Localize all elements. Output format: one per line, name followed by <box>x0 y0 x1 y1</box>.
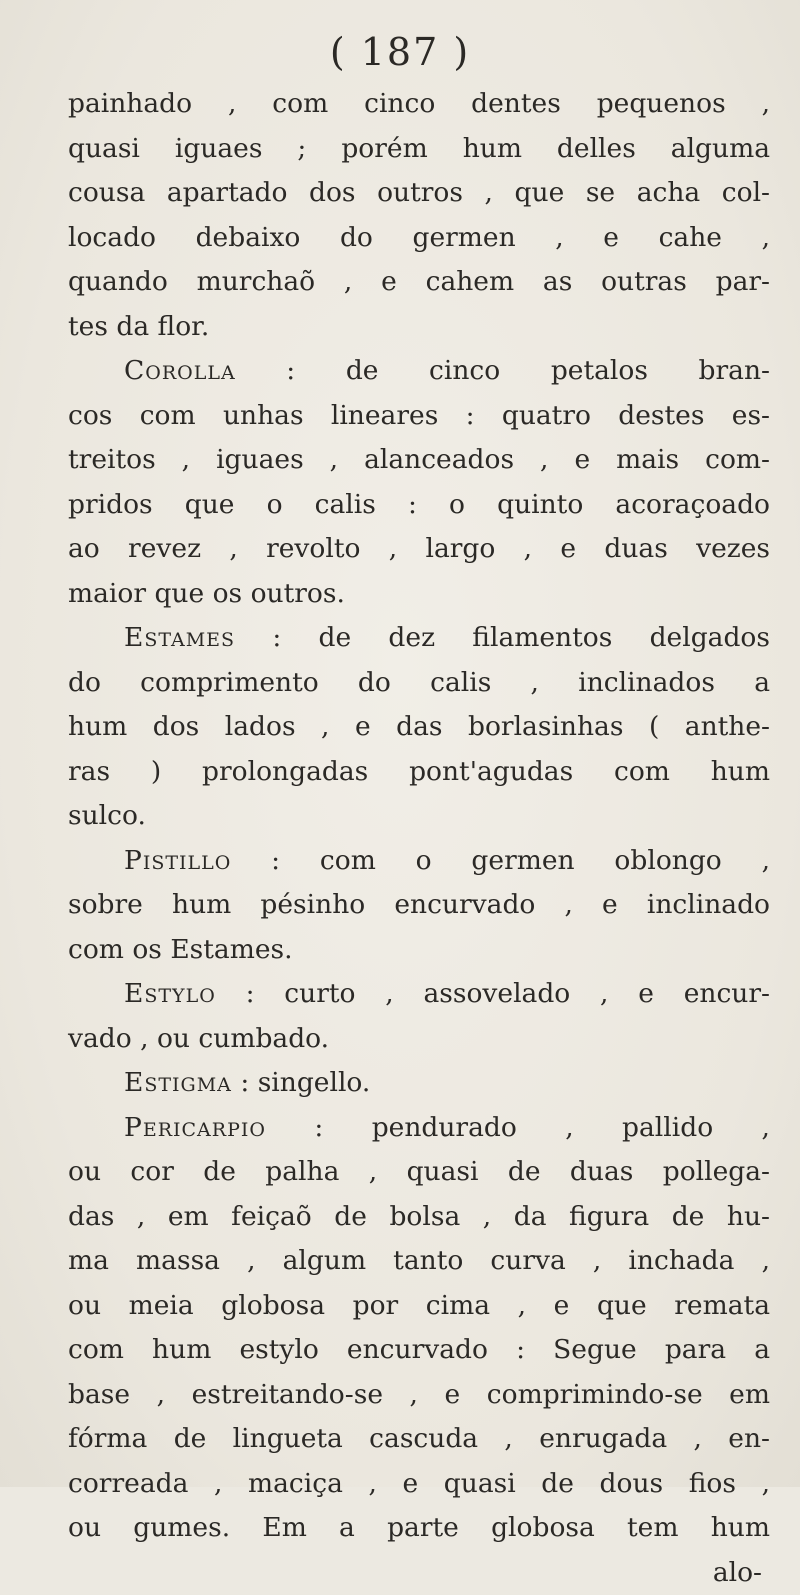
body-text <box>68 82 770 1595</box>
text-line: painhado , com cinco dentes pequenos , <box>68 82 770 127</box>
text-line: correada , maciça , e quasi de dous fios , <box>68 1462 770 1507</box>
text-line: treitos , iguaes , alanceados , e mais com- <box>68 438 770 483</box>
text-line: vado , ou cumbado. <box>68 1017 770 1062</box>
text-line: maior que os outros. <box>68 572 770 617</box>
text-line: ma massa , algum tanto curva , inchada , <box>68 1239 770 1284</box>
text-fragment: : de cinco petalos bran- <box>286 355 770 386</box>
paragraph-estigma <box>68 1061 770 1106</box>
text-fragment: : singello. <box>240 1067 370 1098</box>
text-line: hum dos lados , e das borlasinhas ( anthe- <box>68 705 770 750</box>
text-fragment: : pendurado , pallido , <box>314 1112 770 1143</box>
text-line: ras ) prolongadas pont'agudas com hum <box>68 750 770 795</box>
section-heading: Corolla <box>124 355 236 386</box>
text-line: ou meia globosa por cima , e que remata <box>68 1284 770 1329</box>
text-line: ao revez , revolto , largo , e duas vezes <box>68 527 770 572</box>
catchword: alo- <box>713 1557 762 1588</box>
text-line: ou gumes. Em a parte globosa tem hum <box>68 1506 770 1551</box>
text-line: sobre hum pésinho encurvado , e inclinado <box>68 883 770 928</box>
text-line: do comprimento do calis , inclinados a <box>68 661 770 706</box>
text-line: das , em feiçaõ de bolsa , da figura de hu- <box>68 1195 770 1240</box>
text-line <box>68 349 770 394</box>
text-line <box>68 972 770 1017</box>
paragraph-estylo <box>68 972 770 1061</box>
text-line <box>68 616 770 661</box>
text-line: quando murchaõ , e cahem as outras par- <box>68 260 770 305</box>
text-line: quasi iguaes ; porém hum delles alguma <box>68 127 770 172</box>
text-line: base , estreitando-se , e comprimindo-se em <box>68 1373 770 1418</box>
section-heading: Estigma <box>124 1067 232 1098</box>
text-line: tes da flor. <box>68 305 770 350</box>
paragraph-estames <box>68 616 770 839</box>
text-line: cos com unhas lineares : quatro destes es- <box>68 394 770 439</box>
text-fragment: : de dez filamentos delgados <box>272 622 770 653</box>
page-number: ( 187 ) <box>0 30 800 74</box>
paragraph-pistillo <box>68 839 770 973</box>
text-line <box>68 839 770 884</box>
text-line <box>68 1061 770 1106</box>
text-line: cousa apartado dos outros , que se acha col- <box>68 171 770 216</box>
paragraph-pericarpio <box>68 1106 770 1551</box>
text-fragment: : com o germen oblongo , <box>271 845 770 876</box>
section-heading: Pistillo <box>124 845 231 876</box>
section-heading: Estames <box>124 622 235 653</box>
text-line: pridos que o calis : o quinto acoraçoado <box>68 483 770 528</box>
paragraph-corolla <box>68 349 770 616</box>
text-fragment: : curto , assovelado , e encur- <box>246 978 770 1009</box>
text-line: sulco. <box>68 794 770 839</box>
text-line: com os Estames. <box>68 928 770 973</box>
section-heading: Pericarpio <box>124 1112 266 1143</box>
text-line: com hum estylo encurvado : Segue para a <box>68 1328 770 1373</box>
text-line: locado debaixo do germen , e cahe , <box>68 216 770 261</box>
paragraph-continuation <box>68 82 770 349</box>
catchword-line <box>68 1551 770 1595</box>
text-line: ou cor de palha , quasi de duas pollega- <box>68 1150 770 1195</box>
text-line <box>68 1106 770 1151</box>
text-line: fórma de lingueta cascuda , enrugada , en- <box>68 1417 770 1462</box>
section-heading: Estylo <box>124 978 216 1009</box>
